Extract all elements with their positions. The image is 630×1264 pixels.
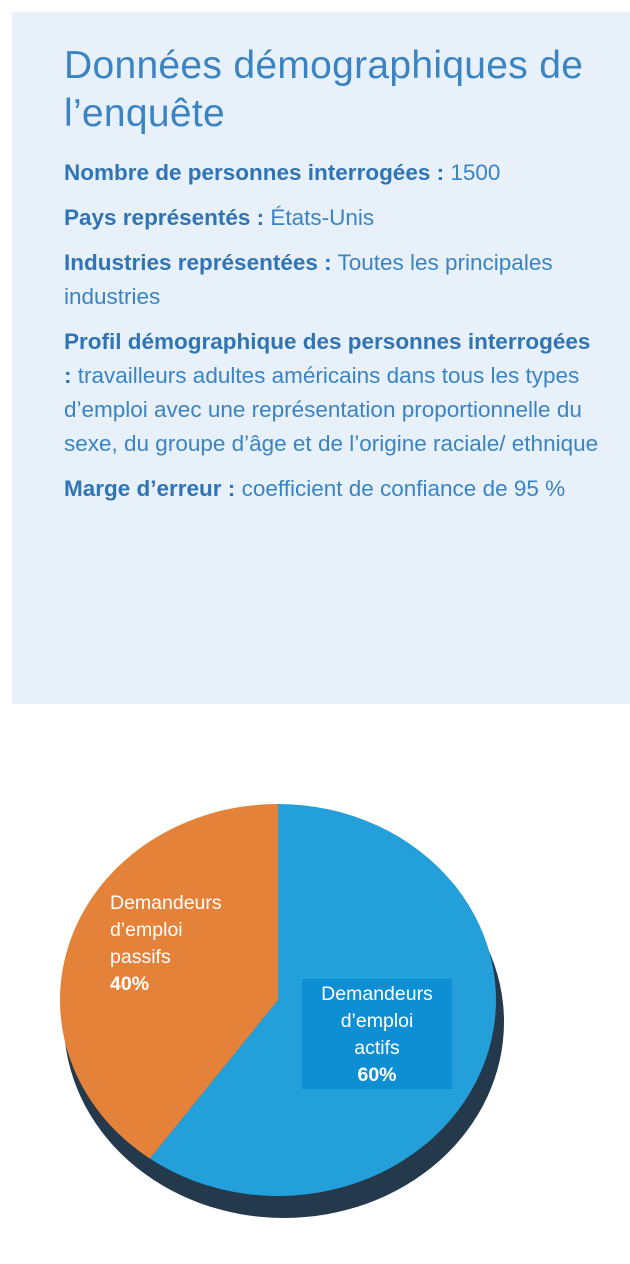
- item-label: Marge d’erreur :: [64, 476, 236, 501]
- job-seekers-pie-chart: [0, 760, 630, 1260]
- demographic-profile-item: [64, 325, 600, 461]
- passive-percent: 40%: [110, 973, 150, 995]
- passive-label-line3: passifs: [110, 946, 171, 968]
- item-label: Pays représentés :: [64, 205, 265, 230]
- active-label-line1: Demandeurs: [321, 983, 433, 1005]
- industries-item: [64, 246, 600, 314]
- item-value: travailleurs adultes américains dans tous les types d’emploi avec une représentation proportionnelle du sexe, du groupe d’âge et de l’origine raciale/ ethnique: [64, 363, 599, 456]
- item-label: Industries représentées :: [64, 250, 332, 275]
- passive-label-line2: d’emploi: [110, 919, 183, 941]
- item-label: Nombre de personnes interrogées :: [64, 160, 445, 185]
- countries-item: [64, 201, 600, 235]
- item-value: coefficient de confiance de 95 %: [241, 476, 566, 501]
- active-percent: 60%: [357, 1064, 397, 1086]
- panel-title: Données démographiques de l’enquête: [64, 44, 584, 135]
- respondents-count-item: [64, 156, 600, 190]
- item-value: Toutes les principales industries: [64, 250, 553, 309]
- survey-demographics-panel: [12, 12, 630, 704]
- active-label-line3: actifs: [354, 1037, 400, 1059]
- item-label: Profil démographique des personnes interrogées :: [64, 329, 591, 388]
- passive-label-line1: Demandeurs: [110, 892, 222, 914]
- active-label-line2: d’emploi: [340, 1010, 414, 1032]
- item-value: 1500: [450, 160, 501, 185]
- pie-label-active: [302, 979, 452, 1089]
- demographics-list: [64, 156, 600, 506]
- pie-label-passive: [110, 890, 222, 998]
- item-value: États-Unis: [270, 205, 375, 230]
- margin-of-error-item: [64, 472, 600, 506]
